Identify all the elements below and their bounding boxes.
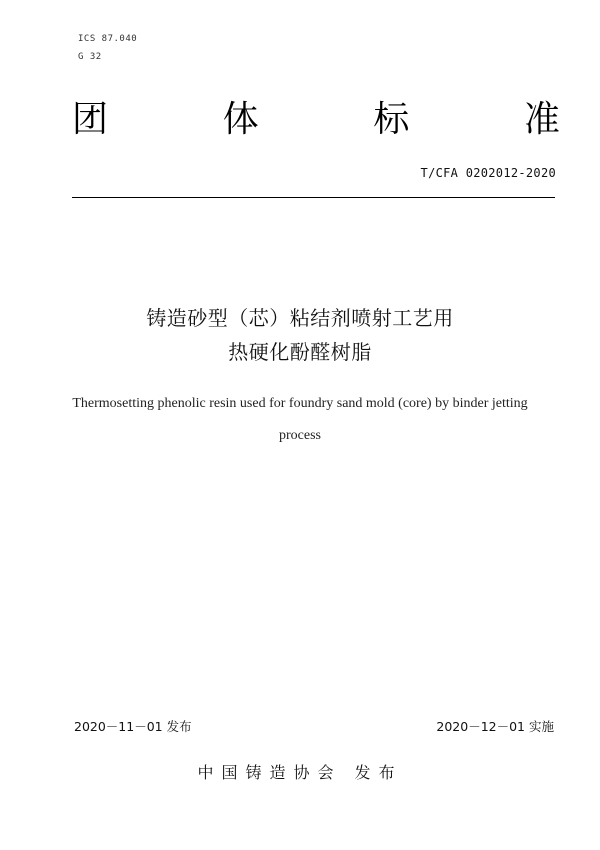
- chinese-title-line-1: 铸造砂型（芯）粘结剂喷射工艺用: [146, 306, 454, 330]
- ics-code: ICS 87.040: [78, 34, 138, 44]
- standard-type-char: 团: [72, 99, 109, 140]
- english-title-line-2: process: [279, 428, 321, 443]
- issue-date: 2020－11－01 发布: [74, 719, 192, 734]
- standard-type-char: 准: [523, 99, 560, 140]
- chinese-title-line-2: 热硬化酚醛树脂: [228, 340, 372, 364]
- standard-type-heading: [72, 96, 560, 144]
- implementation-date: 2020－12－01 实施: [436, 719, 554, 734]
- standard-type-char: 体: [222, 99, 259, 140]
- standard-type-char: 标: [373, 99, 410, 140]
- publisher-line: 中国铸造协会 发布: [197, 763, 403, 782]
- ccs-code: G 32: [78, 52, 102, 62]
- english-title-line-1: Thermosetting phenolic resin used for foundry sand mold (core) by binder jetting: [72, 396, 528, 411]
- header-divider: [72, 197, 555, 198]
- standard-number: T/CFA 0202012-2020: [420, 166, 556, 180]
